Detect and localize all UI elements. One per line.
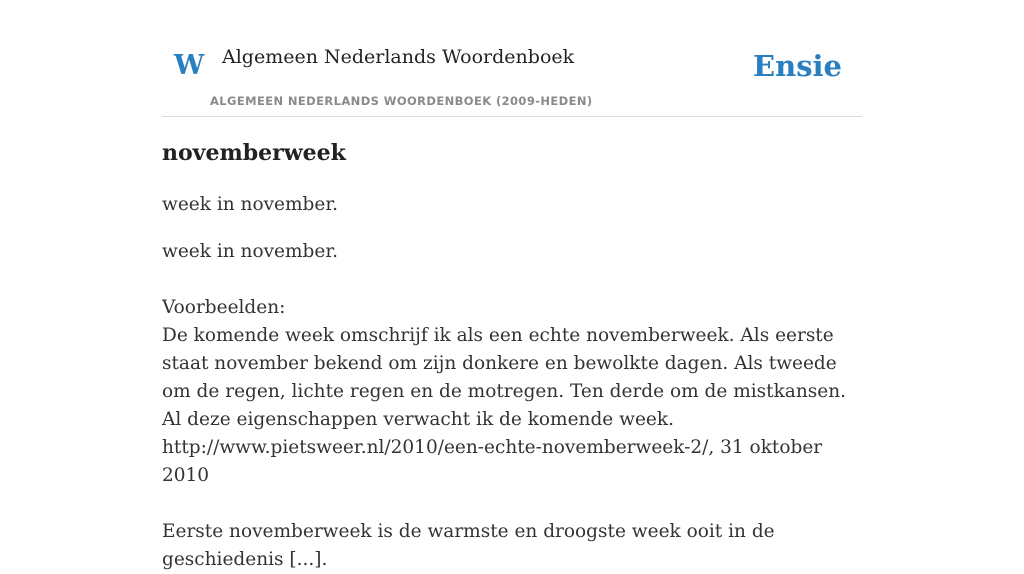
definition-full: week in november. [162, 240, 339, 262]
example-text: De komende week omschrijf ik als een echte novemberweek. Als eerste staat november bekend om zijn donkere en bewolkte dagen. Als tweede om de regen, lichte regen en de motregen. Ten derde om de mistkansen. Al deze eigenschappen verwacht ik de komende week. [162, 324, 846, 430]
example-text: Eerste novemberweek is de warmste en droogste week ooit in de geschiedenis [...]. [162, 520, 775, 570]
entry-content [162, 138, 862, 574]
dictionary-title[interactable]: Algemeen Nederlands Woordenboek [222, 46, 575, 68]
example-source: http://www.pietsweer.nl/2010/een-echte-novemberweek-2/, 31 oktober 2010 [162, 436, 823, 486]
dictionary-source-label: ALGEMEEN NEDERLANDS WOORDENBOEK (2009-HEDEN) [210, 94, 593, 108]
headword: novemberweek [162, 140, 346, 166]
examples-label: Voorbeelden: [162, 296, 286, 318]
ensie-logo[interactable]: Ensie [753, 49, 842, 83]
examples-section [162, 294, 862, 574]
entry-header [162, 0, 862, 117]
definition-short: week in november. [162, 193, 339, 215]
dictionary-logo-icon[interactable]: W [174, 50, 205, 81]
example-spacer [162, 490, 862, 518]
